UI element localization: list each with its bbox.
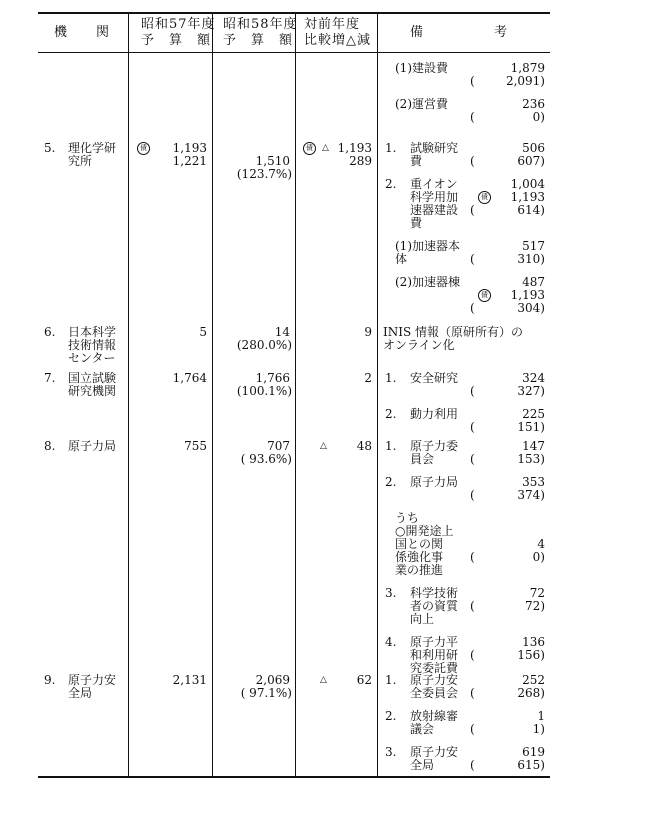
- remark-label: 科学技術: [410, 586, 459, 600]
- remark-label: うち: [395, 511, 420, 525]
- decrease-triangle-icon: △: [320, 441, 327, 451]
- remark-text: オンライン化: [383, 338, 455, 352]
- fy57-amount: 1,764: [172, 371, 207, 385]
- remark-label: ○開発途上: [395, 524, 454, 538]
- remark-amount: 151): [517, 420, 545, 434]
- remark-amount: 506: [522, 141, 545, 155]
- remark-paren-open: (: [470, 758, 475, 772]
- remark-amount: 607): [517, 154, 545, 168]
- change-amount: 48: [356, 439, 372, 453]
- remark-amount: 225: [522, 407, 545, 421]
- fy58-amount: 1,766: [255, 371, 290, 385]
- remark-label: 業の推進: [395, 563, 444, 577]
- agency-name: センター: [68, 351, 116, 365]
- row-number: 5.: [44, 141, 56, 155]
- remark-label: 全委員会: [410, 686, 459, 700]
- remark-text: INIS 情報（原研所有）の: [383, 325, 524, 339]
- remark-amount: 1,004: [510, 177, 545, 191]
- remark-amount: 304): [517, 301, 545, 315]
- remark-label: 重イオン: [410, 177, 458, 191]
- fy58-amount: 1,510: [255, 154, 290, 168]
- remark-number: 2.: [385, 407, 397, 421]
- fy58-amount: 707: [267, 439, 290, 453]
- remark-label: 試験研究: [410, 141, 459, 155]
- remark-amount: 517: [522, 239, 545, 253]
- remark-label: 者の資質: [410, 599, 459, 613]
- fy58-ratio: ( 93.6%): [240, 452, 292, 466]
- remark-amount: 252: [522, 673, 545, 687]
- decrease-triangle-icon: △: [320, 675, 327, 685]
- fy58-ratio: ( 97.1%): [240, 686, 292, 700]
- remark-label: 原子力平: [410, 635, 459, 649]
- header-change-line2: 比較増△減: [304, 33, 371, 48]
- remark-paren-open: (: [470, 488, 475, 502]
- remark-paren-open: (: [470, 648, 475, 662]
- column-divider-3: [295, 12, 296, 776]
- agency-name: 全局: [68, 686, 93, 700]
- remark-amount: 1: [537, 709, 545, 723]
- remark-label: 議会: [410, 722, 435, 736]
- header-agency: 機 関: [54, 25, 111, 40]
- remark-amount: 614): [517, 203, 545, 217]
- decrease-triangle-icon: △: [322, 143, 329, 153]
- row-number: 8.: [44, 439, 56, 453]
- agency-name: 原子力安: [68, 673, 117, 687]
- remark-label: 係強化事: [395, 550, 444, 564]
- remark-paren-open: (: [470, 74, 475, 88]
- remark-amount: 153): [517, 452, 545, 466]
- remark-label: 向上: [410, 612, 435, 626]
- remark-amount: 2,091): [505, 74, 545, 88]
- remark-amount: 72: [529, 586, 545, 600]
- header-remarks: 備 考: [410, 25, 509, 40]
- remark-label: 和利用研: [410, 648, 459, 662]
- remark-label: 科学用加: [410, 190, 459, 204]
- change-amount: 2: [364, 371, 372, 385]
- remark-number: 1.: [385, 141, 397, 155]
- remark-paren-open: (: [470, 599, 475, 613]
- remark-paren-open: (: [470, 154, 475, 168]
- remark-amount: 310): [517, 252, 545, 266]
- agency-name: 究所: [68, 154, 93, 168]
- fy58-ratio: (123.7%): [236, 167, 292, 181]
- agency-name: 国立試験: [68, 371, 117, 385]
- change-amount: 1,193: [337, 141, 372, 155]
- remark-paren-open: (: [470, 722, 475, 736]
- column-divider-2: [212, 12, 213, 776]
- remark-label: 原子力委: [410, 439, 459, 453]
- remark-amount: 1,193: [510, 288, 545, 302]
- change-amount: 289: [349, 154, 372, 168]
- remark-paren-open: (: [470, 686, 475, 700]
- remark-amount: 327): [517, 384, 545, 398]
- remark-label: 費: [410, 216, 423, 230]
- remark-amount: 0): [532, 110, 545, 124]
- fy58-amount: 14: [274, 325, 290, 339]
- agency-name: 技術情報: [68, 338, 117, 352]
- remark-paren-open: (: [470, 252, 475, 266]
- row-number: 6.: [44, 325, 56, 339]
- remark-number: 1.: [385, 371, 397, 385]
- remark-number: 1.: [385, 673, 397, 687]
- remark-number: 2.: [385, 709, 397, 723]
- remark-label: (2)運営費: [395, 97, 448, 111]
- remark-paren-open: (: [470, 301, 475, 315]
- header-fy57-line2: 予 算 額: [141, 33, 212, 48]
- header-fy58-line2: 予 算 額: [223, 33, 294, 48]
- remark-amount: 268): [517, 686, 545, 700]
- remark-amount: 1): [532, 722, 545, 736]
- remark-amount: 0): [532, 550, 545, 564]
- remark-paren-open: (: [470, 550, 475, 564]
- remark-label: 全局: [410, 758, 435, 772]
- remark-number: 2.: [385, 177, 397, 191]
- remark-number: 1.: [385, 439, 397, 453]
- remark-amount: 156): [517, 648, 545, 662]
- remark-paren-open: (: [470, 110, 475, 124]
- remark-label: 原子力安: [410, 745, 459, 759]
- remark-label: 体: [395, 252, 408, 266]
- remark-label: 究委託費: [410, 661, 459, 675]
- header-change-line1: 対前年度: [304, 17, 361, 32]
- remark-paren-open: (: [470, 384, 475, 398]
- remark-amount: 147: [522, 439, 545, 453]
- bond-mark-icon: 債: [478, 191, 491, 204]
- remark-number: 3.: [385, 586, 397, 600]
- table-bottom-rule: [38, 776, 550, 778]
- bond-mark-icon: 債: [137, 142, 150, 155]
- row-number: 9.: [44, 673, 56, 687]
- bond-mark-icon: 債: [303, 142, 316, 155]
- remark-label: 費: [410, 154, 423, 168]
- remark-label: 動力利用: [410, 407, 459, 421]
- header-bottom-rule: [38, 52, 550, 53]
- remark-amount: 487: [522, 275, 545, 289]
- fy58-amount: 2,069: [255, 673, 290, 687]
- remark-paren-open: (: [470, 420, 475, 434]
- column-divider-1: [128, 12, 129, 776]
- row-number: 7.: [44, 371, 56, 385]
- remark-label: 国との関: [395, 537, 444, 551]
- column-divider-4: [377, 12, 378, 776]
- remark-number: 3.: [385, 745, 397, 759]
- remark-label: 員会: [410, 452, 435, 466]
- remark-amount: 324: [522, 371, 545, 385]
- header-fy57-line1: 昭和57年度: [141, 17, 216, 32]
- agency-name: 原子力局: [68, 439, 117, 453]
- fy57-amount: 2,131: [172, 673, 207, 687]
- table-top-rule: [38, 12, 550, 14]
- change-amount: 9: [364, 325, 372, 339]
- fy57-amount: 1,221: [172, 154, 207, 168]
- change-amount: 62: [356, 673, 372, 687]
- remark-amount: 374): [517, 488, 545, 502]
- remark-label: 安全研究: [410, 371, 459, 385]
- remark-label: (1)建設費: [395, 61, 448, 75]
- remark-amount: 1,193: [510, 190, 545, 204]
- agency-name: 日本科学: [68, 325, 117, 339]
- remark-amount: 619: [522, 745, 545, 759]
- remark-label: (1)加速器本: [395, 239, 460, 253]
- remark-paren-open: (: [470, 452, 475, 466]
- header-fy58-line1: 昭和58年度: [223, 17, 298, 32]
- remark-label: (2)加速器棟: [395, 275, 460, 289]
- remark-label: 原子力安: [410, 673, 459, 687]
- remark-label: 放射線審: [410, 709, 459, 723]
- remark-amount: 615): [517, 758, 545, 772]
- remark-paren-open: (: [470, 203, 475, 217]
- remark-amount: 236: [522, 97, 545, 111]
- remark-number: 4.: [385, 635, 397, 649]
- fy57-amount: 1,193: [172, 141, 207, 155]
- fy58-ratio: (100.1%): [236, 384, 292, 398]
- fy58-ratio: (280.0%): [236, 338, 292, 352]
- agency-name: 研究機関: [68, 384, 117, 398]
- remark-label: 原子力局: [410, 475, 459, 489]
- fy57-amount: 755: [184, 439, 207, 453]
- fy57-amount: 5: [199, 325, 207, 339]
- remark-amount: 353: [522, 475, 545, 489]
- agency-name: 理化学研: [68, 141, 117, 155]
- remark-amount: 1,879: [510, 61, 545, 75]
- remark-number: 2.: [385, 475, 397, 489]
- remark-amount: 72): [525, 599, 545, 613]
- remark-amount: 4: [537, 537, 545, 551]
- remark-label: 速器建設: [410, 203, 459, 217]
- bond-mark-icon: 債: [478, 289, 491, 302]
- remark-amount: 136: [522, 635, 545, 649]
